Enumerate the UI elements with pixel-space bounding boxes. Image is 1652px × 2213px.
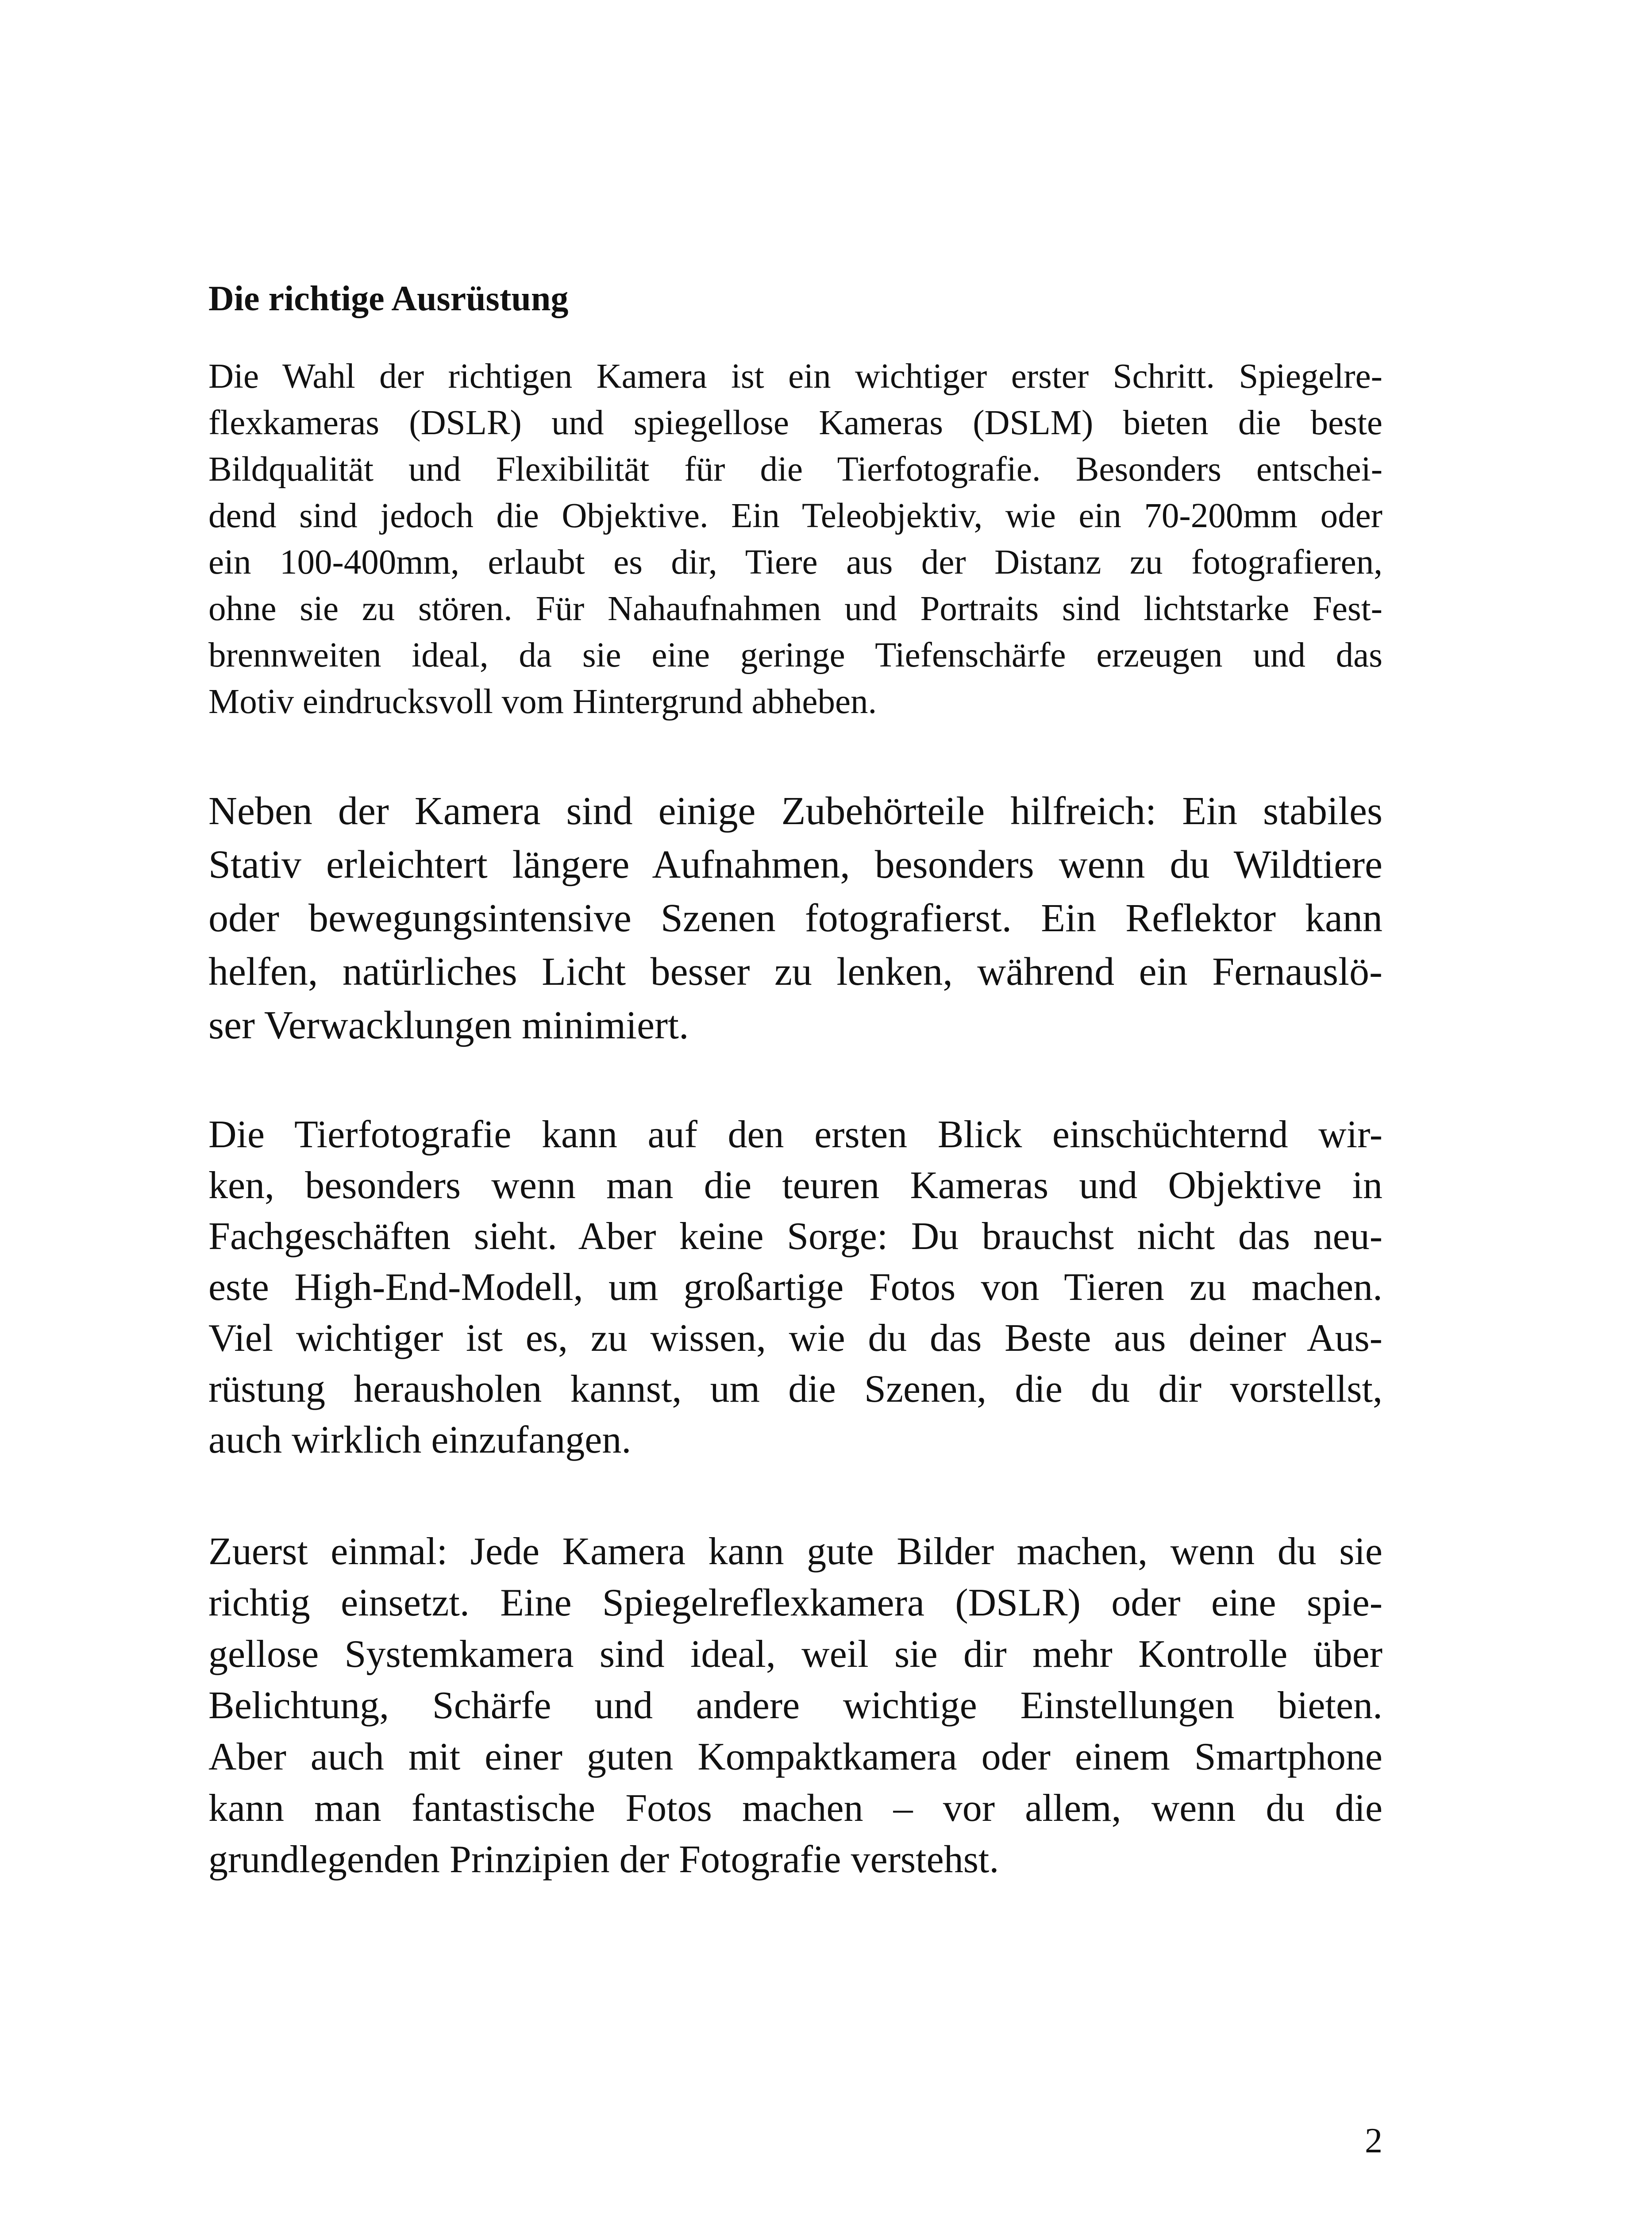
paragraph-camera-choice: [208, 353, 1382, 725]
section-heading: Die richtige Ausrüstung: [208, 279, 569, 318]
text-line: Bildqualität und Flexibilität für die Tierfotografie. Besonders entschei-: [208, 450, 1382, 489]
text-line: Fachgeschäften sieht. Aber keine Sorge: Du brauchst nicht das neu-: [208, 1215, 1382, 1258]
text-line: helfen, natürliches Licht besser zu lenken, während ein Fernauslö-: [208, 950, 1382, 994]
text-line: Aber auch mit einer guten Kompaktkamera oder einem Smartphone: [208, 1735, 1382, 1778]
text-line: rüstung herausholen kannst, um die Szenen, die du dir vorstellst,: [208, 1368, 1382, 1411]
text-line: ein 100-400mm, erlaubt es dir, Tiere aus der Distanz zu fotografieren,: [208, 543, 1382, 582]
text-line: dend sind jedoch die Objektive. Ein Teleobjektiv, wie ein 70-200mm oder: [208, 497, 1382, 535]
text-line: ken, besonders wenn man die teuren Kameras und Objektive in: [208, 1164, 1382, 1207]
text-line: grundlegenden Prinzipien der Fotografie verstehst.: [208, 1838, 999, 1881]
text-line: Die Tierfotografie kann auf den ersten Blick einschüchternd wir-: [208, 1113, 1382, 1156]
text-line: richtig einsetzt. Eine Spiegelreflexkamera (DSLR) oder eine spie-: [208, 1581, 1382, 1624]
text-line: este High-End-Modell, um großartige Fotos von Tieren zu machen.: [208, 1266, 1382, 1309]
text-line: auch wirklich einzufangen.: [208, 1419, 632, 1461]
text-line: oder bewegungsintensive Szenen fotografierst. Ein Reflektor kann: [208, 896, 1382, 940]
paragraph-intimidation: [208, 1109, 1382, 1465]
text-line: ohne sie zu stören. Für Nahaufnahmen und Portraits sind lichtstarke Fest-: [208, 590, 1382, 628]
text-line: Motiv eindrucksvoll vom Hintergrund abheben.: [208, 682, 877, 721]
text-line: Stativ erleichtert längere Aufnahmen, besonders wenn du Wildtiere: [208, 843, 1382, 887]
text-line: Belichtung, Schärfe und andere wichtige Einstellungen bieten.: [208, 1684, 1382, 1727]
text-line: kann man fantastische Fotos machen – vor allem, wenn du die: [208, 1787, 1382, 1830]
text-line: Zuerst einmal: Jede Kamera kann gute Bilder machen, wenn du sie: [208, 1530, 1382, 1573]
text-line: Viel wichtiger ist es, zu wissen, wie du das Beste aus deiner Aus-: [208, 1317, 1382, 1360]
text-line: Neben der Kamera sind einige Zubehörteile hilfreich: Ein stabiles: [208, 789, 1382, 833]
text-line: gellose Systemkamera sind ideal, weil sie dir mehr Kontrolle über: [208, 1633, 1382, 1676]
paragraph-any-camera: [208, 1526, 1382, 1885]
text-line: brennweiten ideal, da sie eine geringe Tiefenschärfe erzeugen und das: [208, 636, 1382, 675]
paragraph-accessories: [208, 784, 1382, 1052]
text-line: Die Wahl der richtigen Kamera ist ein wichtiger erster Schritt. Spiegelre-: [208, 357, 1382, 396]
text-line: ser Verwacklungen minimiert.: [208, 1003, 689, 1047]
text-line: flexkameras (DSLR) und spiegellose Kameras (DSLM) bieten die beste: [208, 404, 1382, 442]
page-number: 2: [1365, 2121, 1382, 2160]
